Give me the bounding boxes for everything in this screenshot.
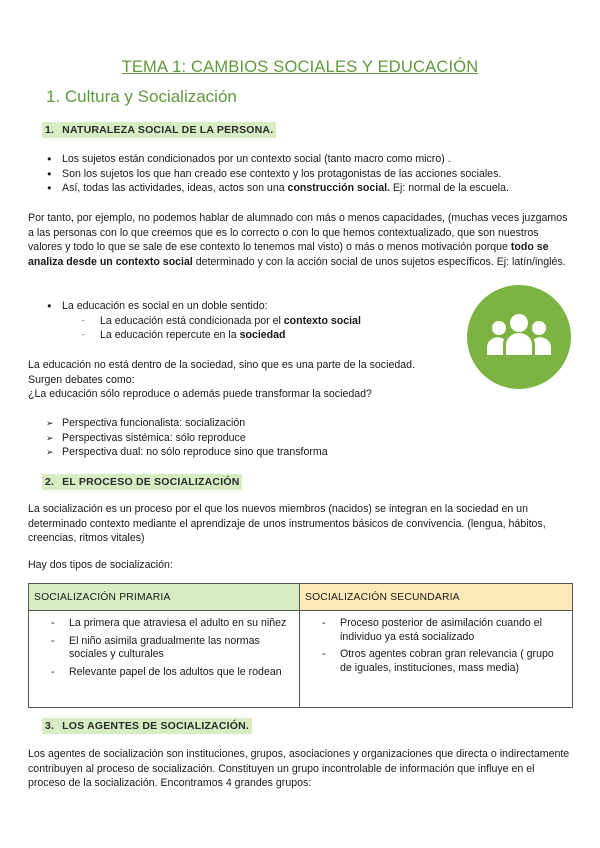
group-people-icon bbox=[467, 285, 571, 389]
list-item: ● Los sujetos están condicionados por un contexto social (tanto macro como micro) . bbox=[46, 152, 566, 167]
secondary-cell bbox=[300, 611, 573, 708]
section-2-number: 2. bbox=[45, 476, 55, 488]
list-item: ● Así, todas las actividades, ideas, actos son una construcción social. Ej: normal de la escuela. bbox=[46, 181, 566, 196]
list-item: - El niño asimila gradualmente las normas sociales y culturales bbox=[33, 635, 295, 662]
list-item: ● La educación es social en un doble sentido: - La educación está condicionada por el contexto social - La educación repercute en la sociedad bbox=[46, 299, 446, 343]
secondary-header: SOCIALIZACIÓN SECUNDARIA bbox=[300, 584, 573, 611]
section-3-label: LOS AGENTES DE SOCIALIZACIÓN. bbox=[62, 720, 250, 732]
education-double-sense bbox=[46, 299, 446, 343]
section-3-number: 3. bbox=[45, 720, 55, 732]
primary-header: SOCIALIZACIÓN PRIMARIA bbox=[29, 584, 300, 611]
perspectives-list bbox=[46, 416, 446, 460]
section-heading: 1. Cultura y Socialización bbox=[46, 87, 237, 106]
primary-cell bbox=[29, 611, 300, 708]
section-1-paragraph: Por tanto, por ejemplo, no podemos hablar de alumnado con más o menos capacidades, (muchas veces juzgamos a las personas con lo que creemos que es lo correcto o con lo que hemos contextualizado, que son nuestros valores y todo lo que se sale de ese contexto lo tenemos mal visto) o más o menos motivación porque todo se analiza desde un contexto social determinado y con la acción social de unos sujetos específicos. Ej: latín/inglés. bbox=[28, 212, 568, 268]
list-item: - La educación repercute en la sociedad bbox=[62, 328, 446, 343]
section-3-paragraph: Los agentes de socialización son instituciones, grupos, asociaciones y organizaciones que directa o indirectamente contribuyen al proceso de socialización. Constituyen un grupo incontrolable de información que influye en el proceso de la socialización. Encontramos 4 grandes grupos: bbox=[28, 748, 570, 789]
section-1-label: NATURALEZA SOCIAL DE LA PERSONA. bbox=[62, 124, 274, 136]
section-1-number: 1. bbox=[45, 124, 55, 136]
list-item: - Otros agentes cobran gran relevancia ( grupo de iguales, instituciones, mass media) bbox=[304, 648, 568, 675]
section-2-label: EL PROCESO DE SOCIALIZACIÓN bbox=[62, 476, 240, 488]
list-item: - La primera que atraviesa el adulto en su niñez bbox=[33, 617, 295, 631]
section-1-header bbox=[42, 122, 276, 138]
section-1-bullets bbox=[46, 152, 566, 196]
section-2-intro: Hay dos tipos de socialización: bbox=[28, 559, 173, 571]
list-item: - Proceso posterior de asimilación cuando el individuo ya está socializado bbox=[304, 617, 568, 644]
section-3-header bbox=[42, 718, 252, 734]
list-item: ➢ Perspectiva dual: no sólo reproduce sino que transforma bbox=[46, 445, 446, 460]
list-item: ➢ Perspectiva funcionalista: socialización bbox=[46, 416, 446, 431]
socialization-table bbox=[28, 583, 573, 708]
list-item: ➢ Perspectivas sistémica: sólo reproduce bbox=[46, 431, 446, 446]
section-2-paragraph: La socialización es un proceso por el que los nuevos miembros (nacidos) se integran en la sociedad en un determinado contexto mediante el aprendizaje de unos instrumentos básicos de convivencia. (lengua, hábitos, creencias, ritmos vitales) bbox=[28, 503, 546, 544]
sub-list bbox=[62, 314, 446, 343]
education-lines: La educación no está dentro de la sociedad, sino que es una parte de la sociedad. Surgen debates como: ¿La educación sólo reproduce o además puede transformar la sociedad? bbox=[28, 359, 415, 400]
section-2-header bbox=[42, 474, 242, 490]
list-item: - La educación está condicionada por el contexto social bbox=[62, 314, 446, 329]
list-item: - Relevante papel de los adultos que le rodean bbox=[33, 666, 295, 680]
document-title: TEMA 1: CAMBIOS SOCIALES Y EDUCACIÓN bbox=[121, 58, 479, 76]
list-item: ● Son los sujetos los que han creado ese contexto y los protagonistas de las acciones sociales. bbox=[46, 167, 566, 182]
